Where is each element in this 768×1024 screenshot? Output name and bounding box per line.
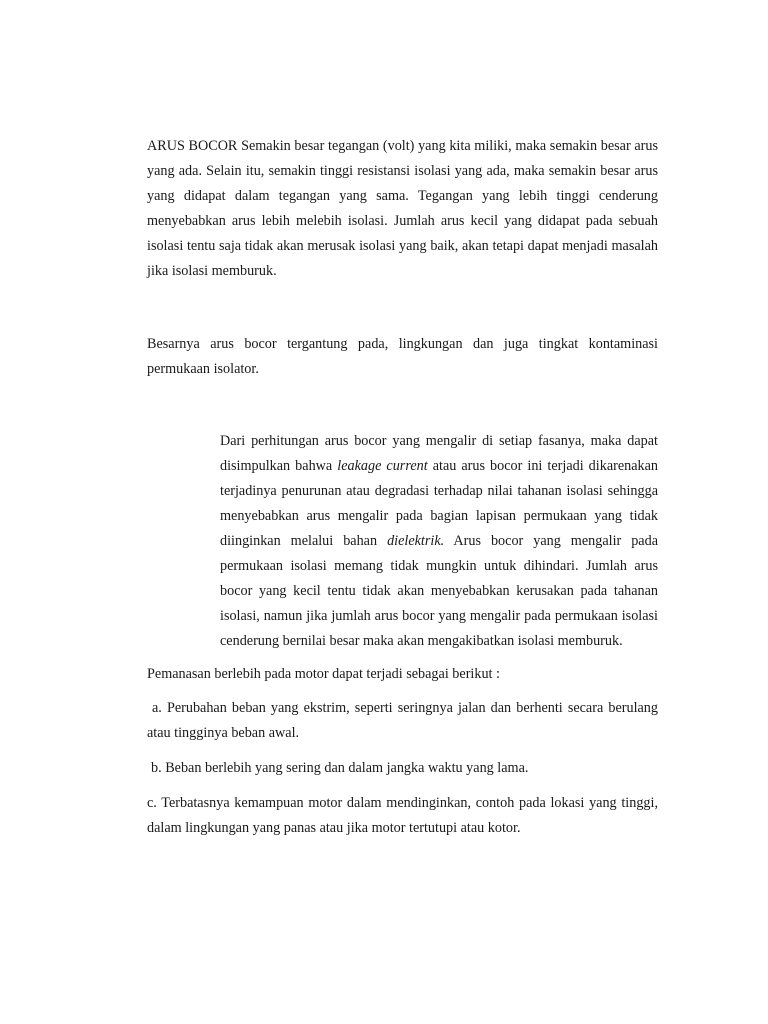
list-item-b: b. Beban berlebih yang sering dan dalam jangka waktu yang lama.: [151, 760, 529, 776]
quote-italic-dielektrik: dielektrik.: [387, 533, 445, 549]
indented-quote: [220, 429, 658, 654]
list-intro: Pemanasan berlebih pada motor dapat terjadi sebagai berikut :: [147, 666, 500, 682]
paragraph-arus-bocor: ARUS BOCOR Semakin besar tegangan (volt) yang kita miliki, maka semakin besar arus yang ada. Selain itu, semakin tinggi resistansi isolasi yang ada, maka semakin besar arus yang didapat dalam tegangan yang sama. Tegangan yang lebih tinggi cenderung menyebabkan arus lebih melebih isolasi. Jumlah arus kecil yang didapat pada sebuah isolasi tentu saja tidak akan merusak isolasi yang baik, akan tetapi dapat menjadi masalah jika isolasi memburuk.: [147, 138, 658, 279]
quote-italic-leakage-current: leakage current: [337, 458, 428, 474]
spacer: [147, 382, 658, 429]
quote-text-3: Arus bocor yang mengalir pada permukaan isolasi memang tidak mungkin untuk dihindari. Jumlah arus bocor yang kecil tentu tidak akan menyebabkan kerusakan pada tahanan isolasi, namun jika jumlah arus bocor yang mengalir pada permukaan isolasi cenderung bernilai besar maka akan mengakibatkan isolasi memburuk.: [220, 533, 658, 649]
spacer: [147, 284, 658, 332]
document-page: [147, 134, 658, 841]
quote-text-1: Dari perhitungan arus bocor yang mengalir di setiap fasanya, maka dapat disimpulkan bahwa: [220, 433, 658, 474]
list-item-c: c. Terbatasnya kemampuan motor dalam mendinginkan, contoh pada lokasi yang tinggi, dalam lingkungan yang panas atau jika motor tertutupi atau kotor.: [147, 795, 658, 836]
paragraph-besarnya: Besarnya arus bocor tergantung pada, lingkungan dan juga tingkat kontaminasi permukaan isolator.: [147, 336, 658, 377]
quote-text-2: atau arus bocor ini terjadi dikarenakan terjadinya penurunan atau degradasi terhadap nilai tahanan isolasi sehingga menyebabkan arus mengalir pada bagian lapisan permukaan yang tidak diinginkan melalui bahan: [220, 458, 659, 549]
list-item-a: a. Perubahan beban yang ekstrim, seperti seringnya jalan dan berhenti secara berulang atau tingginya beban awal.: [147, 700, 658, 741]
